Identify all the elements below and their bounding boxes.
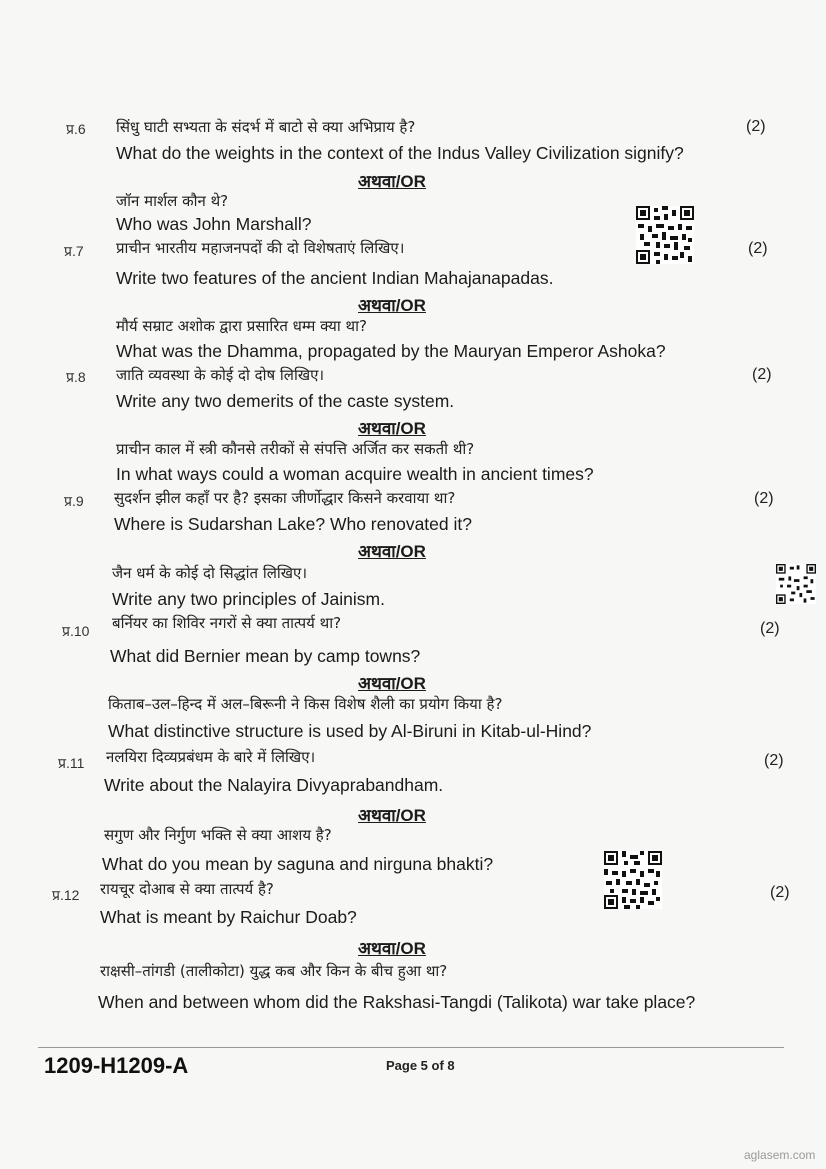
- question-english: What did Bernier mean by camp towns?: [110, 646, 421, 666]
- question-number: प्र.9: [64, 493, 84, 509]
- alt-question-hindi: जैन धर्म के कोई दो सिद्धांत लिखिए।: [112, 564, 308, 582]
- question-number: प्र.10: [62, 623, 90, 639]
- alt-question-hindi: सगुण और निर्गुण भक्ति से क्या आशय है?: [104, 826, 332, 844]
- question-hindi: बर्नियर का शिविर नगरों से क्या तात्पर्य था?: [112, 614, 342, 632]
- alt-question-english: In what ways could a woman acquire wealth in ancient times?: [116, 464, 594, 484]
- or-divider: अथवा/OR: [358, 939, 426, 958]
- qr-code-icon: [604, 851, 662, 909]
- marks: (2): [770, 884, 790, 901]
- alt-question-english: What distinctive structure is used by Al-Biruni in Kitab-ul-Hind?: [108, 721, 592, 741]
- alt-question-english: When and between whom did the Rakshasi-Tangdi (Talikota) war take place?: [98, 992, 696, 1012]
- marks: (2): [746, 118, 766, 135]
- qr-code-icon: [636, 206, 694, 264]
- alt-question-hindi: मौर्य सम्राट अशोक द्वारा प्रसारित धम्म क्या था?: [116, 317, 367, 335]
- alt-question-hindi: प्राचीन काल में स्त्री कौनसे तरीकों से संपत्ति अर्जित कर सकती थी?: [116, 440, 475, 458]
- alt-question-english: What was the Dhamma, propagated by the Mauryan Emperor Ashoka?: [116, 341, 666, 361]
- marks: (2): [760, 620, 780, 637]
- question-english: Write any two demerits of the caste system.: [116, 391, 455, 411]
- question-english: What do the weights in the context of the Indus Valley Civilization signify?: [116, 143, 684, 163]
- alt-question-english: What do you mean by saguna and nirguna bhakti?: [102, 854, 494, 874]
- question-english: Where is Sudarshan Lake? Who renovated it?: [114, 514, 472, 534]
- question-english: Write about the Nalayira Divyaprabandham.: [104, 775, 444, 795]
- alt-question-hindi: जॉन मार्शल कौन थे?: [116, 192, 229, 210]
- alt-question-hindi: किताब–उल–हिन्द में अल–बिरूनी ने किस विशेष शैली का प्रयोग किया है?: [108, 695, 503, 713]
- question-english: Write two features of the ancient Indian Mahajanapadas.: [116, 268, 554, 288]
- footer-rule: [38, 1047, 784, 1048]
- paper-code: 1209-H1209-A: [44, 1053, 189, 1078]
- qr-code-icon: [776, 564, 816, 604]
- marks: (2): [748, 240, 768, 257]
- or-divider: अथवा/OR: [358, 806, 426, 825]
- alt-question-english: Who was John Marshall?: [116, 214, 312, 234]
- or-divider: अथवा/OR: [358, 419, 426, 438]
- question-number: प्र.11: [58, 755, 85, 771]
- watermark: aglasem.com: [744, 1148, 816, 1162]
- question-hindi: सिंधु घाटी सभ्यता के संदर्भ में बाटो से क्या अभिप्राय है?: [116, 118, 416, 136]
- or-divider: अथवा/OR: [358, 542, 426, 561]
- or-divider: अथवा/OR: [358, 172, 426, 191]
- question-hindi: जाति व्यवस्था के कोई दो दोष लिखिए।: [116, 366, 325, 384]
- question-number: प्र.7: [64, 243, 84, 259]
- question-hindi: प्राचीन भारतीय महाजनपदों की दो विशेषताएं लिखिए।: [116, 239, 405, 257]
- question-number: प्र.12: [52, 887, 80, 903]
- marks: (2): [752, 366, 772, 383]
- or-divider: अथवा/OR: [358, 296, 426, 315]
- question-hindi: सुदर्शन झील कहाँ पर है? इसका जीर्णोद्धार किसने करवाया था?: [114, 489, 456, 507]
- question-english: What is meant by Raichur Doab?: [100, 907, 357, 927]
- marks: (2): [764, 752, 784, 769]
- question-hindi: नलयिरा दिव्यप्रबंधम के बारे में लिखिए।: [106, 748, 316, 766]
- question-number: प्र.6: [66, 121, 86, 137]
- or-divider: अथवा/OR: [358, 674, 426, 693]
- alt-question-english: Write any two principles of Jainism.: [112, 589, 385, 609]
- page-number: Page 5 of 8: [386, 1058, 455, 1073]
- marks: (2): [754, 490, 774, 507]
- question-hindi: रायचूर दोआब से क्या तात्पर्य है?: [100, 880, 274, 898]
- alt-question-hindi: राक्षसी–तांगडी (तालीकोटा) युद्ध कब और किन के बीच हुआ था?: [100, 962, 448, 980]
- question-number: प्र.8: [66, 369, 86, 385]
